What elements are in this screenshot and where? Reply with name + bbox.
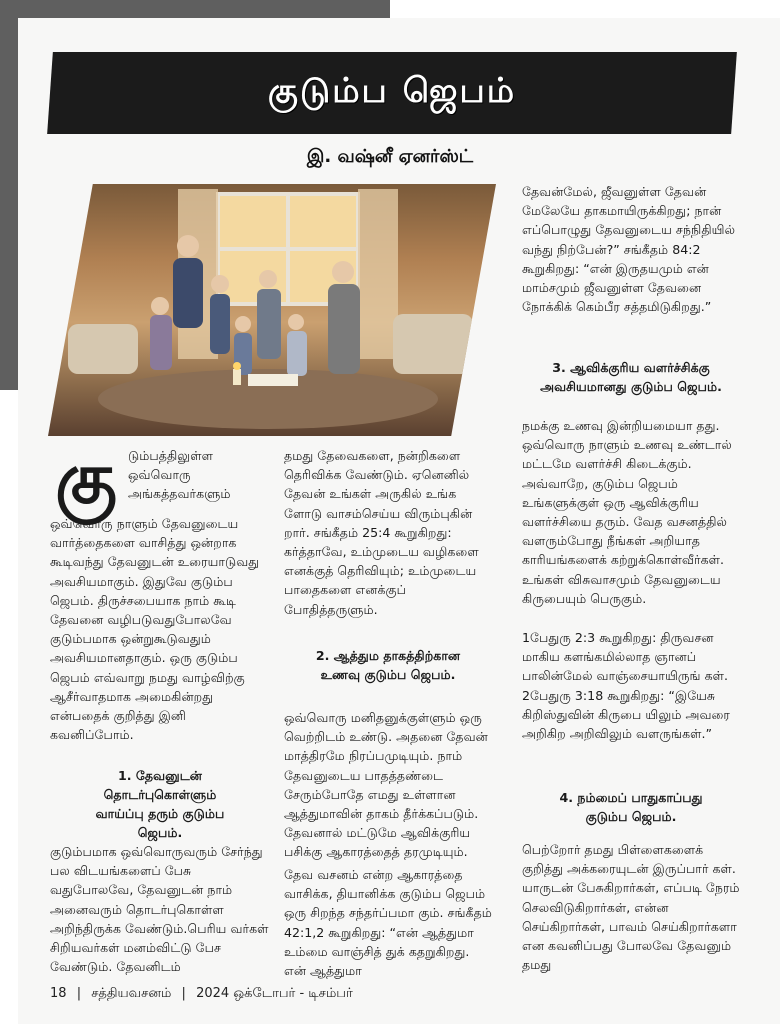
- paragraph: தமது தேவைகளை, நன்றிகளை தெரிவிக்க வேண்டும். ஏனெனில் தேவன் உங்கள் அருகில் உங்க ளோடு வாசம்செய்ய விரும்புகின் றார். சங்கீதம் 25:4 கூறுகிறது: கர்த்தாவே, உம்முடைய வழிகளை எனக்குத் தெரிவியும்; உம்முடைய பாதைகளை எனக்குப் போதித்தருளும்.: [284, 448, 479, 617]
- paragraph: தேவ வசனம் என்ற ஆகாரத்தை வாசிக்க, தியானிக்க குடும்ப ஜெபம் ஒரு சிறந்த சந்தர்ப்பமா கும். சங்கீதம் 42:1,2 கூறுகிறது: “என் ஆத்துமா உம்மை வாஞ்சித் துக் கதறுகிறது. என் ஆத்துமா: [284, 867, 492, 979]
- paragraph: பெற்றோர் தமது பிள்ளைகளைக் குறித்து அக்கரையுடன் இருப்பார் கள். யாருடன் பேசுகிறார்கள், எப்படி நேரம் செலவிடுகிறார்கள், என்ன செய்கிறார்கள், பாவம் செய்கிறார்களா என கவனிப்பது போலவே தேவனும் தமது: [522, 842, 740, 973]
- column-3: [522, 182, 740, 316]
- paragraph: நமக்கு உணவு இன்றியமையா தது. ஒவ்வொரு நாளும் உணவு உண்டால் மட்டமே வளர்ச்சி கிடைக்கும். அவ்வாறே, குடும்ப ஜெபம் உங்களுக்குள் ஒரு ஆவிக்குரிய வளர்ச்சியை தரும். வேத வசனத்தில் வளரும்போது நீங்கள் அறியாத காரியங்களைக் கற்றுக்கொள்வீர்கள். உங்கள் விசுவாசமும் தேவனுடைய கிருபையும் பெருகும்.: [522, 418, 732, 606]
- section2-paragraph-block: [284, 708, 492, 862]
- top-border-strip: [0, 0, 390, 18]
- section2-heading-block: [284, 646, 492, 684]
- section4-paragraph-block: [522, 840, 740, 974]
- page-number: 18: [50, 986, 67, 1001]
- intro-paragraph: ஒவ்வொரு நாளும் தேவனுடைய வார்த்தைகளை வாசித்து ஒன்றாக கூடிவந்து தேவனுடன் உரையாடுவது அவசியமாகும். இதுவே குடும்ப ஜெபம். திருச்சபையாக நாம் கூடி தேவனை வழிபடுவதுபோலவே குடும்பமாக ஒன்றுகூடுவதும் அவசியமானதாகும். ஒரு குடும்ப ஜெபம் எவ்வாறு நமது வாழ்விற்கு ஆசீர்வாதமாக அமைகின்றது என்பதைக் குறித்து இனி கவனிப்போம்.: [50, 516, 260, 743]
- paragraph: 1பேதுரு 2:3 கூறுகிறது: திருவசன மாகிய களங்கமில்லாத ஞானப் பாலின்மேல் வாஞ்சையாயிருங் கள். 2பேதுரு 3:18 கூறுகிறது: “இயேசு கிறிஸ்துவின் கிருபை யிலும் அவரை அறிகிற அறிவிலும் வளருங்கள்.”: [522, 630, 730, 742]
- section3-paragraph-block: [522, 416, 740, 608]
- section-heading: 4. நம்மைப் பாதுகாப்பது குடும்ப ஜெபம்.: [559, 790, 703, 824]
- family-prayer-photo: [48, 184, 496, 436]
- paragraph: தேவன்மேல், ஜீவனுள்ள தேவன் மேலேயே தாகமாயிருக்கிறது; நான் எப்பொழுது தேவனுடைய சந்நிதியில் வந்து நிற்பேன்?” சங்கீதம் 84:2 கூறுகிறது: “என் இருதயமும் என் மாம்சமும் ஜீவனுள்ள தேவனை நோக்கிக் கெம்பீர சத்தமிடுகிறது.”: [522, 184, 736, 315]
- section3-heading-block: [522, 358, 740, 396]
- magazine-name: சத்தியவசனம்: [91, 986, 172, 1001]
- section1-paragraph-block: [50, 842, 270, 976]
- section-heading: 1. தேவனுடன் தொடர்புகொள்ளும் வாய்ப்பு தரும் குடும்ப ஜெபம்.: [95, 768, 225, 840]
- section2-paragraph2-block: [284, 865, 492, 980]
- article-author: இ. வஷ்னீ ஏனர்ஸ்ட்: [306, 146, 474, 167]
- paragraph: குடும்பமாக ஒவ்வொருவரும் சேர்ந்து பல விடயங்களைப் பேசு வதுபோலவே, தேவனுடன் நாம் அனைவரும் தொடர்புகொள்ள அறிந்திருக்க வேண்டும்.பெரிய வர்கள் சிறியவர்கள் மனம்விட்டு பேச வேண்டும். தேவனிடம்: [50, 844, 269, 975]
- left-border-strip: [0, 0, 18, 390]
- issue-date: 2024 ஒக்டோபர் - டிசம்பர்: [196, 986, 353, 1001]
- footer-separator: |: [181, 986, 186, 1001]
- family-praying-icon: [48, 184, 496, 436]
- footer-separator: |: [76, 986, 82, 1001]
- section1-heading-block: [50, 766, 270, 842]
- section-heading: 3. ஆவிக்குரிய வளர்ச்சிக்கு அவசியமானது குடும்ப ஜெபம்.: [540, 360, 722, 394]
- section-heading: 2. ஆத்தும தாகத்திற்கான உணவு குடும்ப ஜெபம்.: [315, 648, 461, 682]
- page-footer: [50, 986, 353, 1002]
- article-title: குடும்ப ஜெபம்: [267, 71, 517, 111]
- section4-heading-block: [522, 788, 740, 826]
- column-2: [284, 446, 492, 619]
- section3-paragraph2-block: [522, 628, 740, 743]
- column-1: [50, 437, 270, 744]
- paragraph: ஒவ்வொரு மனிதனுக்குள்ளும் ஒரு வெற்றிடம் உண்டு. அதனை தேவன் மாத்திரமே நிரப்பமுடியும். நாம் தேவனுடைய பாதத்தண்டை சேரும்போதே எமது உள்ளான ஆத்துமாவின் தாகம் தீர்க்கப்படும். தேவனால் மட்டுமே ஆவிக்குரிய பசிக்கு ஆகாரத்தைத் தரமுடியும்.: [284, 710, 488, 860]
- intro-first-lines: டும்பத்திலுள்ள ஒவ்வொரு அங்கத்தவர்களும்: [128, 448, 231, 502]
- drop-cap: கு: [55, 437, 117, 519]
